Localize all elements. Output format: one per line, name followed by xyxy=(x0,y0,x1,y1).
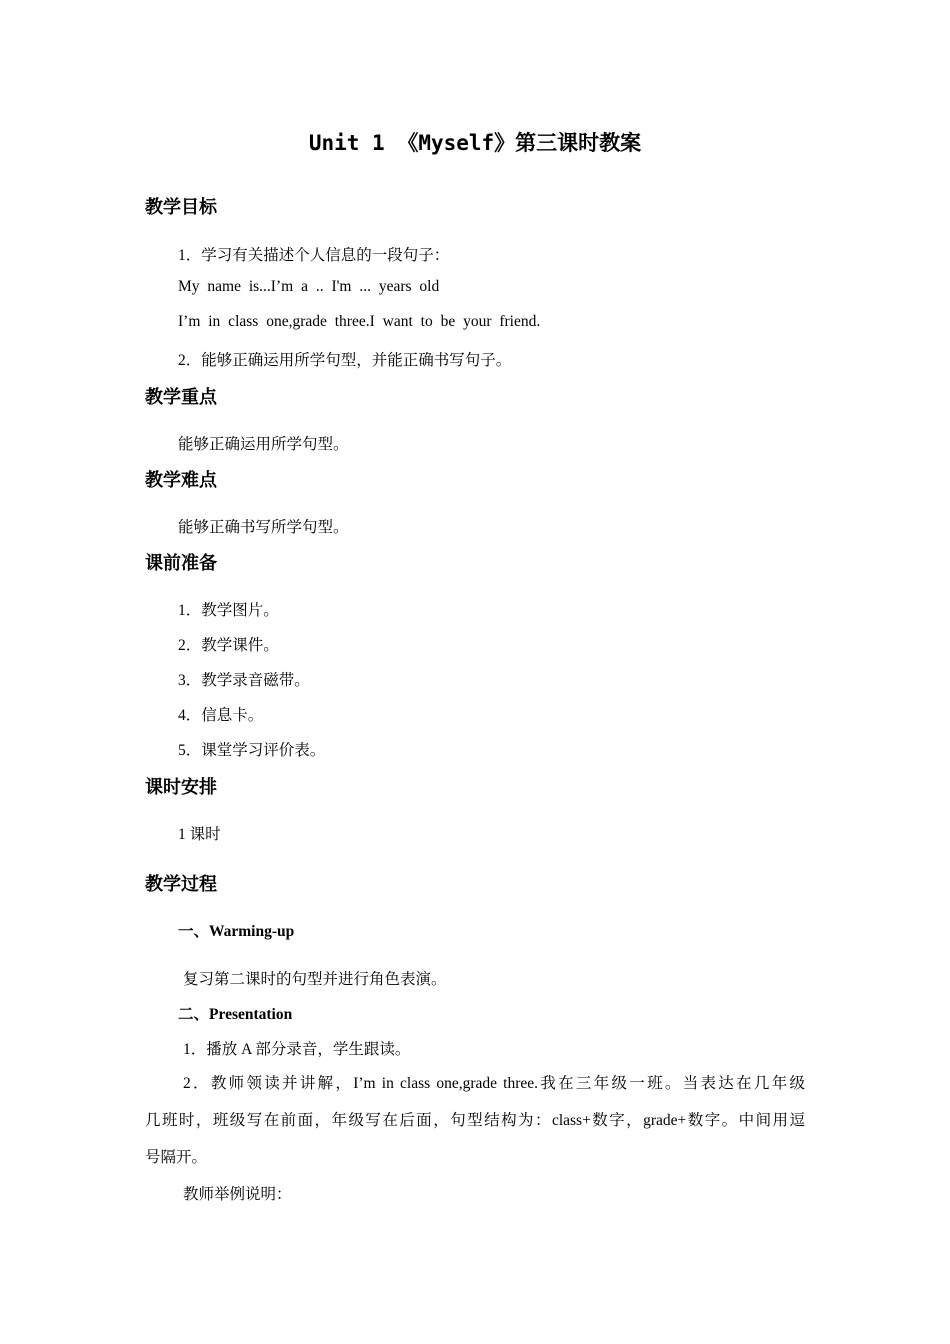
heading-key-points: 教学重点 xyxy=(145,387,217,408)
example-label: 教师举例说明： xyxy=(183,1186,292,1203)
preparation-item: 2．教学课件。 xyxy=(178,637,279,654)
preparation-item: 4．信息卡。 xyxy=(178,707,264,724)
objective-item-2: 2．能够正确运用所学句型，并能正确书写句子。 xyxy=(178,352,512,369)
objective-item-1: 1．学习有关描述个人信息的一段句子： xyxy=(178,247,450,264)
preparation-item: 3．教学录音磁带。 xyxy=(178,672,310,689)
warmup-text: 复习第二课时的句型并进行角色表演。 xyxy=(183,971,447,988)
heading-process: 教学过程 xyxy=(145,874,217,895)
presentation-step-2-line-2: 几班时，班级写在前面，年级写在后面，句型结构为：class+数字，grade+数字。中间用逗 xyxy=(145,1112,805,1129)
presentation-title: 二、Presentation xyxy=(178,1006,293,1023)
heading-objectives: 教学目标 xyxy=(145,197,217,218)
warmup-title: 一、Warming-up xyxy=(178,923,295,940)
preparation-item: 5．课堂学习评价表。 xyxy=(178,742,326,759)
objective-sentence-1: My name is...I’m a .. I'm ... years old xyxy=(178,278,440,295)
schedule-text: 1 课时 xyxy=(178,826,221,843)
presentation-step-2-line-3: 号隔开。 xyxy=(145,1149,208,1166)
preparation-item: 1．教学图片。 xyxy=(178,602,279,619)
presentation-step-2-line-1: 2．教师领读并讲解，I’m in class one,grade three.我在三年级一班。当表达在几年级 xyxy=(183,1075,805,1092)
presentation-step-1: 1．播放 A 部分录音，学生跟读。 xyxy=(183,1041,411,1058)
heading-preparation: 课前准备 xyxy=(145,553,217,574)
heading-difficulties: 教学难点 xyxy=(145,470,217,491)
heading-schedule: 课时安排 xyxy=(145,777,217,798)
key-points-text: 能够正确运用所学句型。 xyxy=(178,436,349,453)
difficulties-text: 能够正确书写所学句型。 xyxy=(178,519,349,536)
objective-sentence-2: I’m in class one,grade three.I want to be your friend. xyxy=(178,313,541,330)
document-title: Unit 1 《Myself》第三课时教案 xyxy=(308,131,642,155)
